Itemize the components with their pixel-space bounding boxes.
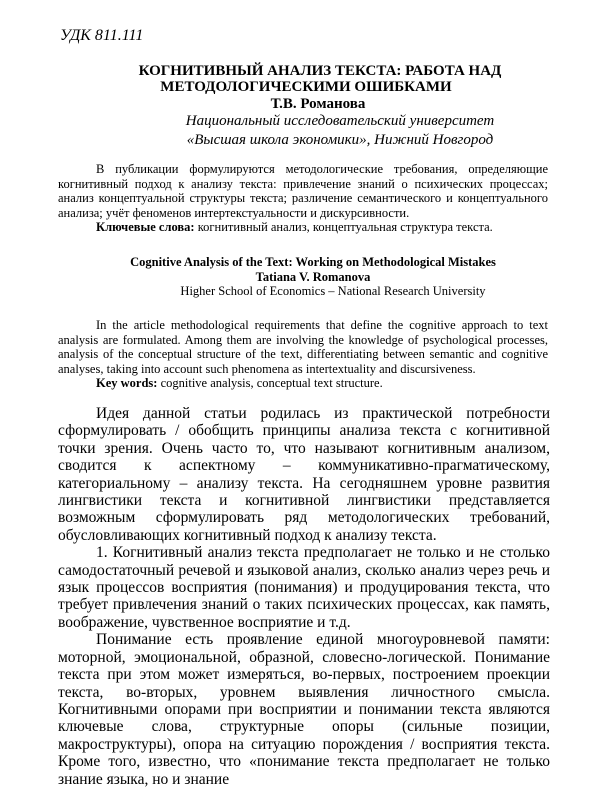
russian-author: Т.В. Романова (270, 96, 366, 112)
english-keywords-text: cognitive analysis, conceptual text structure. (157, 376, 383, 391)
russian-title (100, 63, 540, 95)
english-keywords (58, 376, 548, 391)
body-paragraph: Понимание есть проявление единой многоуровневой памяти: моторной, эмоциональной, образной, словесно-логической. Понимание текста при этом может измеряться, во-первых, построением проекции текста, во-вторых, уровнем выявления личностного смысла. Когнитивными опорами при восприятии и понимании текста являются ключевые слова, структурные опоры (сильные позиции, макроструктуры), опора на ситуацию порождения / восприятия текста. Кроме того, известно, что «понимание текста предполагает не только знание языка, но и знание (58, 631, 550, 788)
russian-affiliation-line-1: Национальный исследовательский университет (185, 113, 495, 129)
body-paragraph: Идея данной статьи родилась из практической потребности сформулировать / обобщить принципы анализа текста с когнитивной точки зрения. Очень часто то, что называют когнитивным анализом, сводится к аспектному – коммуникативно-прагматическому, категориальному – анализу текста. На сегодняшнем уровне развития лингвистики текста и когнитивной лингвистики представляется возможным сформулировать ряд методологических требований, обусловливающих когнитивный подход к анализу текста. (58, 405, 550, 544)
russian-keywords (58, 220, 548, 235)
russian-affiliation (140, 112, 540, 150)
body-paragraph: 1. Когнитивный анализ текста предполагает не только и не столько самодостаточный речевой и языковой анализ, сколько анализ через речь и язык процессов восприятия (понимания) и продуцирования текста, что требует привлечения знаний о таких психических процессах, как память, воображение, чувственное восприятие и т.д. (58, 544, 550, 631)
russian-abstract-text: В публикации формулируются методологические требования, определяющие когнитивный подход к анализу текста: привлечение знаний о психических процессах; анализ концептуальной структуры текста; различение семантического и концептуального анализа; учёт феноменов интертекстуальности и дискурсивности. (58, 162, 548, 220)
russian-keywords-text: когнитивный анализ, концептуальная структура текста. (194, 220, 493, 235)
english-author: Tatiana V. Romanova (255, 269, 371, 284)
english-abstract (58, 318, 548, 391)
russian-title-line-2: МЕТОДОЛОГИЧЕСКИМИ ОШИБКАМИ (160, 79, 452, 95)
english-affiliation: Higher School of Economics – National Research University (180, 284, 486, 298)
russian-keywords-label: Ключевые слова: (96, 220, 195, 235)
english-keywords-label: Key words: (96, 376, 158, 391)
russian-affiliation-line-2: «Высшая школа экономики», Нижний Новгород (186, 132, 494, 148)
article-body (58, 405, 550, 788)
english-title-block (58, 255, 568, 284)
english-title: Cognitive Analysis of the Text: Working on Methodological Mistakes (130, 255, 496, 269)
udk-code: УДК 811.111 (60, 27, 144, 44)
english-abstract-text: In the article methodological requirements that define the cognitive approach to text analysis are formulated. Among them are involving the knowledge of psychological processes, analysis of the conceptual structure of the text, differentiating between semantic and cognitive analyses, taking into account such phenomena as intertextuality and discursiveness. (58, 318, 548, 376)
russian-abstract (58, 162, 548, 235)
russian-title-line-1: КОГНИТИВНЫЙ АНАЛИЗ ТЕКСТА: РАБОТА НАД (138, 63, 502, 79)
